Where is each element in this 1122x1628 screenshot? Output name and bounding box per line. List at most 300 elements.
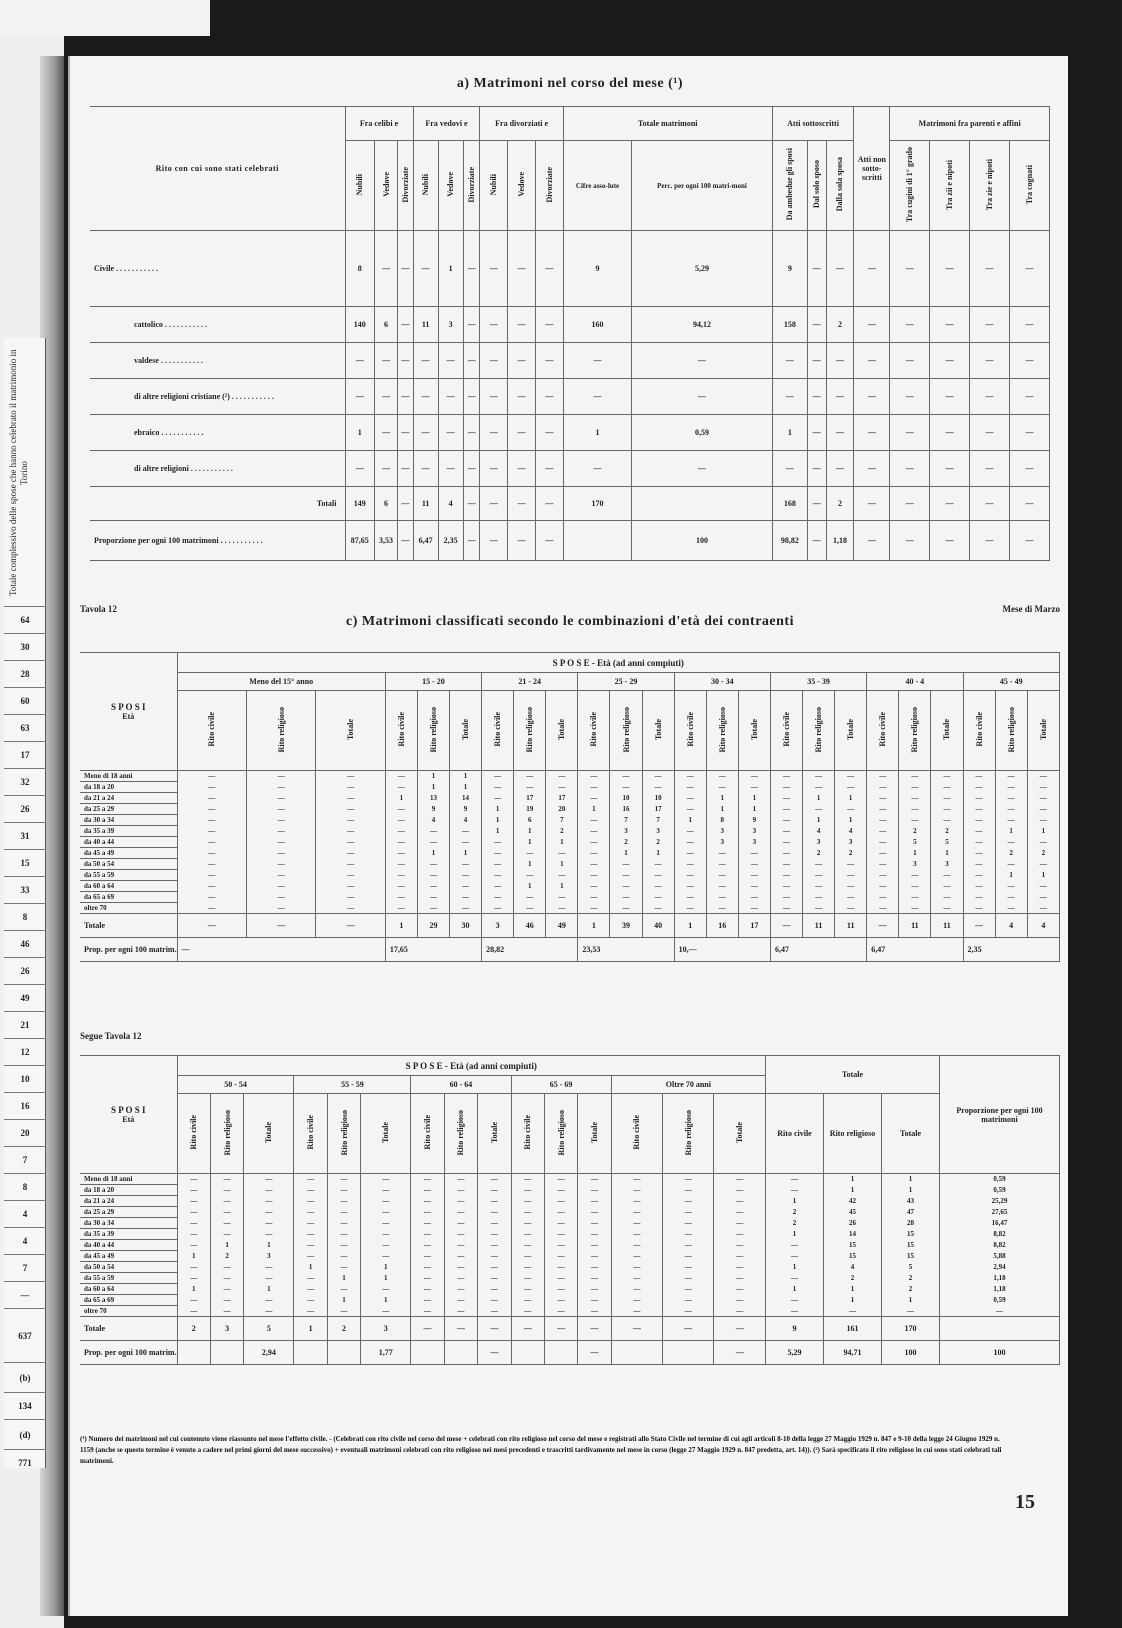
strip-value: 33 [4, 876, 46, 903]
table-row [80, 1306, 1060, 1317]
cell: 2 [826, 307, 854, 343]
cell: — [611, 1295, 662, 1306]
cell: 2 [931, 826, 963, 837]
cell: — [398, 307, 413, 343]
cell: — [835, 870, 867, 881]
cell: — [578, 771, 610, 782]
cell: 1 [417, 782, 449, 793]
totale-row [80, 914, 1060, 938]
cell: — [294, 1174, 327, 1185]
cell: — [511, 1251, 544, 1262]
col-header-text: Perc. per ogni 100 matri-moni [657, 181, 747, 190]
cell: — [826, 379, 854, 415]
col-header [536, 141, 564, 231]
cell: — [508, 231, 536, 307]
group-celibi: Fra celibi e [345, 107, 413, 141]
total-cell: 43 [882, 1196, 940, 1207]
cell: — [826, 451, 854, 487]
row-label: da 30 a 34 [80, 1218, 177, 1229]
cell: — [663, 1196, 714, 1207]
cell: — [444, 1207, 477, 1218]
cell: — [770, 771, 802, 782]
eta-label-2: Età [122, 1115, 135, 1124]
cell: — [1027, 892, 1059, 903]
cell: — [578, 1284, 611, 1295]
sub-col-header [899, 691, 931, 771]
mese-label: Mese di Marzo [1002, 604, 1060, 614]
leader-dots: . . . . . . . . . . . [158, 356, 203, 365]
cell: — [316, 782, 385, 793]
table-row [80, 1284, 1060, 1295]
cell: — [177, 1306, 210, 1317]
total-cell: 14 [824, 1229, 882, 1240]
cell: — [803, 782, 835, 793]
cell: — [511, 1185, 544, 1196]
cell: 3 [244, 1251, 294, 1262]
cell [511, 1341, 544, 1365]
cell: — [327, 1262, 360, 1273]
prop-cell: 16,47 [940, 1218, 1060, 1229]
cell: 168 [772, 487, 807, 521]
prop-row [80, 1341, 1060, 1365]
cell: — [663, 1218, 714, 1229]
cell: — [610, 881, 642, 892]
cell: — [714, 1218, 766, 1229]
cell: 14 [450, 793, 482, 804]
cell: — [931, 804, 963, 815]
sub-col-header [835, 691, 867, 771]
sub-col-header [294, 1094, 327, 1174]
cell: — [899, 815, 931, 826]
cell: — [578, 1317, 611, 1341]
age-group-header: 45 - 49 [963, 673, 1060, 691]
col-header-text: Divorziate [400, 166, 410, 203]
row-label [90, 415, 345, 451]
col-header-text: Da ambedue gli sposi [785, 148, 795, 221]
sub-col-text: Totale [381, 1121, 391, 1144]
cell [444, 1341, 477, 1365]
cell: — [444, 1240, 477, 1251]
col-header-text: Dalla sola sposa [835, 157, 845, 212]
cell: 1 [546, 881, 578, 892]
sub-col-text: Rito civile [207, 712, 217, 747]
cell: — [247, 815, 316, 826]
cell: — [970, 521, 1010, 561]
age-group-header: 40 - 4 [867, 673, 963, 691]
cell: — [361, 1196, 411, 1207]
cell: — [867, 826, 899, 837]
eta-label: Età [122, 712, 135, 721]
total-cell: 161 [824, 1317, 882, 1341]
table-row [90, 343, 1050, 379]
cell: — [546, 903, 578, 914]
cell: — [706, 892, 738, 903]
cell: 7 [610, 815, 642, 826]
cell: — [995, 815, 1027, 826]
cell: — [480, 451, 508, 487]
cell: — [772, 451, 807, 487]
cell: — [970, 451, 1010, 487]
cell: — [544, 1262, 577, 1273]
cell: 3 [835, 837, 867, 848]
cell: — [835, 859, 867, 870]
cell: — [826, 343, 854, 379]
row-label: da 35 a 39 [80, 1229, 177, 1240]
cell: 1 [610, 848, 642, 859]
cell: 2 [803, 848, 835, 859]
sub-col-header [738, 691, 770, 771]
cell: 1 [438, 231, 463, 307]
cell: — [411, 1218, 444, 1229]
cell: — [1009, 231, 1049, 307]
cell: — [177, 892, 246, 903]
cell: — [385, 815, 417, 826]
sposi-label-2: S P O S I [111, 1105, 146, 1115]
cell: — [536, 415, 564, 451]
sub-col-text: Rito religioso [683, 1109, 693, 1156]
cell: — [544, 1174, 577, 1185]
cell: — [899, 771, 931, 782]
cell: — [995, 793, 1027, 804]
cell: — [867, 914, 899, 938]
row-label: oltre 70 [80, 903, 177, 914]
strip-value: 4 [4, 1200, 46, 1227]
row-label: da 35 a 39 [80, 826, 177, 837]
cell: — [444, 1174, 477, 1185]
cell: — [867, 881, 899, 892]
cell: — [738, 848, 770, 859]
cell: — [803, 881, 835, 892]
cell: — [642, 859, 674, 870]
cell: — [803, 859, 835, 870]
cell: — [327, 1207, 360, 1218]
cell: — [867, 837, 899, 848]
sub-col-text: Totale [264, 1121, 274, 1144]
cell: — [361, 1251, 411, 1262]
cell: — [478, 1229, 511, 1240]
cell: — [563, 379, 631, 415]
cell: — [482, 848, 514, 859]
cell: — [294, 1251, 327, 1262]
cell: 3 [642, 826, 674, 837]
cell: — [1009, 379, 1049, 415]
cell: — [835, 881, 867, 892]
cell: — [411, 1229, 444, 1240]
total-cell: 28 [882, 1218, 940, 1229]
cell: 17 [642, 804, 674, 815]
cell: — [478, 1295, 511, 1306]
cell: — [706, 859, 738, 870]
cell: — [361, 1207, 411, 1218]
sub-col-text: Rito religioso [717, 706, 727, 753]
cell: — [361, 1240, 411, 1251]
cell: 1 [578, 804, 610, 815]
cell: 1 [995, 870, 1027, 881]
col-header-text: Nubili [489, 173, 499, 196]
cell: 1 [450, 782, 482, 793]
cell: — [511, 1295, 544, 1306]
cell: — [536, 231, 564, 307]
cell: — [327, 1218, 360, 1229]
cell: 7 [546, 815, 578, 826]
col-header [807, 141, 826, 231]
group-vedovi: Fra vedovi e [413, 107, 480, 141]
cell [544, 1341, 577, 1365]
cell: — [995, 859, 1027, 870]
strip-value: 12 [4, 1038, 46, 1065]
total-cell: — [766, 1174, 824, 1185]
totali-col-header: Rito civile [766, 1094, 824, 1174]
cell: — [931, 782, 963, 793]
cell: — [610, 870, 642, 881]
cell: — [411, 1251, 444, 1262]
row-label [90, 231, 345, 307]
sub-col-header [478, 1094, 511, 1174]
cell: 1 [738, 804, 770, 815]
cell: 1 [578, 914, 610, 938]
cell: — [463, 307, 480, 343]
cell: — [995, 782, 1027, 793]
sub-col-text: Rito religioso [621, 706, 631, 753]
cell: — [385, 903, 417, 914]
sub-col-header [642, 691, 674, 771]
cell: 1 [482, 804, 514, 815]
cell: — [546, 771, 578, 782]
table-row [80, 848, 1060, 859]
cell: — [327, 1174, 360, 1185]
cell: — [294, 1229, 327, 1240]
cell: — [578, 1273, 611, 1284]
cell: 1 [327, 1295, 360, 1306]
cell: 1 [563, 415, 631, 451]
cell: — [963, 848, 995, 859]
cell: — [361, 1185, 411, 1196]
cell: — [480, 307, 508, 343]
cell: — [899, 903, 931, 914]
row-label: da 55 a 59 [80, 1273, 177, 1284]
cell: — [177, 804, 246, 815]
cell: — [247, 782, 316, 793]
total-cell: 5,29 [766, 1341, 824, 1365]
cell: — [706, 782, 738, 793]
cell: 149 [345, 487, 374, 521]
cell: — [963, 771, 995, 782]
cell: — [544, 1240, 577, 1251]
sub-col-text: Rito civile [781, 712, 791, 747]
cell: — [890, 231, 930, 307]
cell: — [177, 848, 246, 859]
cell: 1 [995, 826, 1027, 837]
age-group-header: Oltre 70 anni [611, 1076, 765, 1094]
table-row [80, 837, 1060, 848]
section-c-continued [80, 1031, 1060, 1365]
cell: — [770, 804, 802, 815]
cell: — [610, 903, 642, 914]
total-cell: 2 [766, 1218, 824, 1229]
col-header [438, 141, 463, 231]
cell: — [890, 451, 930, 487]
cell: — [674, 870, 706, 881]
sub-col-text: Rito civile [589, 712, 599, 747]
sub-col-header [247, 691, 316, 771]
cell: — [511, 1262, 544, 1273]
cell: — [450, 870, 482, 881]
prop-header: Proporzione per ogni 100 matrimoni [940, 1056, 1060, 1174]
total-cell: 100 [882, 1341, 940, 1365]
cell: — [514, 892, 546, 903]
cell: — [610, 859, 642, 870]
cell: — [611, 1317, 662, 1341]
cell: — [632, 451, 772, 487]
table-row [80, 1295, 1060, 1306]
cell: — [772, 343, 807, 379]
row-label [90, 307, 345, 343]
cell: — [931, 892, 963, 903]
cell: 1 [244, 1240, 294, 1251]
cell: 1 [835, 793, 867, 804]
cell: — [1027, 903, 1059, 914]
col-header-text: Divorziate [544, 166, 554, 203]
cell: — [316, 903, 385, 914]
cell: — [438, 379, 463, 415]
total-cell: — [766, 1273, 824, 1284]
cell: — [544, 1229, 577, 1240]
cell: 3 [610, 826, 642, 837]
cell: 1 [706, 793, 738, 804]
row-label: da 55 a 59 [80, 870, 177, 881]
cell: — [177, 1295, 210, 1306]
cell: — [663, 1273, 714, 1284]
row-label-text: di altre religioni cristiane (²) [134, 392, 230, 401]
section-c-title: c) Matrimoni classificati secondo le combinazioni d'età dei contraenti [346, 614, 794, 629]
strip-value: 7 [4, 1254, 46, 1281]
col-header-text: Tra zie e nipoti [985, 158, 995, 211]
cell: — [1027, 771, 1059, 782]
cell: — [578, 1229, 611, 1240]
cell: — [770, 837, 802, 848]
cell: — [674, 837, 706, 848]
total-cell: 1 [824, 1185, 882, 1196]
cell: — [210, 1262, 243, 1273]
total-cell: 42 [824, 1196, 882, 1207]
row-label: da 18 a 20 [80, 1185, 177, 1196]
total-cell: 1 [882, 1174, 940, 1185]
col-header-text: Vedove [517, 172, 527, 197]
cell: — [1009, 307, 1049, 343]
cell: — [578, 1174, 611, 1185]
cell [411, 1341, 444, 1365]
age-group-header: 60 - 64 [411, 1076, 511, 1094]
cell: 1 [803, 793, 835, 804]
col-header [632, 141, 772, 231]
cell: — [546, 870, 578, 881]
cell: — [611, 1251, 662, 1262]
cell: — [450, 859, 482, 870]
sub-col-header [803, 691, 835, 771]
cell: — [867, 793, 899, 804]
total-cell: 9 [766, 1317, 824, 1341]
cell: — [807, 487, 826, 521]
col-header-text: Nubili [355, 173, 365, 196]
cell: — [247, 859, 316, 870]
cell: — [714, 1341, 766, 1365]
total-cell: 26 [824, 1218, 882, 1229]
sub-col-header [995, 691, 1027, 771]
cell: — [508, 379, 536, 415]
cell: 46 [514, 914, 546, 938]
cell: — [413, 415, 438, 451]
cell: — [963, 914, 995, 938]
cell: — [826, 415, 854, 451]
cell: — [995, 892, 1027, 903]
total-cell: 45 [824, 1207, 882, 1218]
cell: 3 [706, 837, 738, 848]
table-row [90, 379, 1050, 415]
cell: — [478, 1317, 511, 1341]
cell: — [714, 1306, 766, 1317]
total-cell: 1 [766, 1284, 824, 1295]
strip-value: 20 [4, 1119, 46, 1146]
row-label: da 21 a 24 [80, 793, 177, 804]
cell: 4 [835, 826, 867, 837]
cell: 2 [327, 1317, 360, 1341]
cell: — [482, 881, 514, 892]
cell: 1 [642, 848, 674, 859]
cell: — [444, 1196, 477, 1207]
cell: — [963, 837, 995, 848]
cell: — [1027, 782, 1059, 793]
row-label: da 40 a 44 [80, 1240, 177, 1251]
cell: — [316, 826, 385, 837]
cell: 5 [244, 1317, 294, 1341]
row-label [90, 487, 345, 521]
col-header-text: Tra cognati [1024, 164, 1034, 205]
table-c-continued [80, 1055, 1060, 1365]
cell: — [931, 881, 963, 892]
totale-label: Totale [80, 1317, 177, 1341]
cell: — [611, 1196, 662, 1207]
cell: 1 [294, 1262, 327, 1273]
row-label: da 45 a 49 [80, 848, 177, 859]
cell: — [294, 1284, 327, 1295]
cell: — [327, 1229, 360, 1240]
cell: — [444, 1251, 477, 1262]
sub-col-text: Totale [749, 718, 759, 741]
cell: 16 [610, 804, 642, 815]
cell: — [770, 914, 802, 938]
cell: — [803, 870, 835, 881]
cell: — [970, 231, 1010, 307]
sub-col-text: Rito civile [523, 1115, 533, 1150]
cell: 4 [803, 826, 835, 837]
cell [294, 1341, 327, 1365]
cell: — [610, 771, 642, 782]
cell: — [177, 1218, 210, 1229]
col-header [463, 141, 480, 231]
cell: — [930, 521, 970, 561]
sub-col-header [450, 691, 482, 771]
prop-cell: 25,29 [940, 1196, 1060, 1207]
cell: 3 [738, 826, 770, 837]
cell: — [514, 782, 546, 793]
cell: — [610, 782, 642, 793]
cell: — [327, 1284, 360, 1295]
cell: — [511, 1196, 544, 1207]
totale-row [80, 1317, 1060, 1341]
cell: — [578, 859, 610, 870]
row-label: da 60 a 64 [80, 1284, 177, 1295]
cell: — [854, 415, 890, 451]
